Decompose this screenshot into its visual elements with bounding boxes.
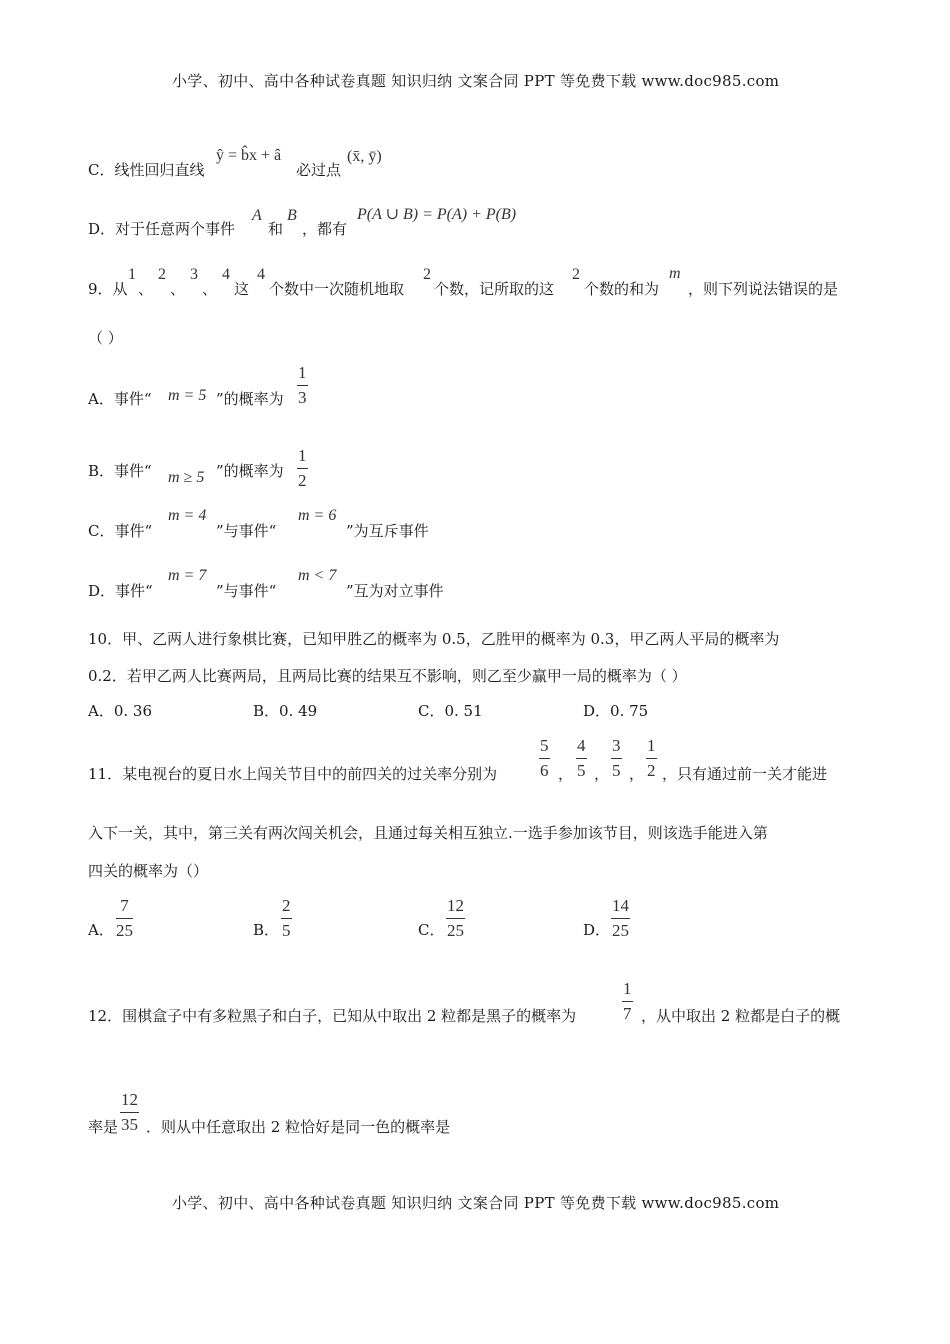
q9-option-c-expr2: m = 6 — [298, 507, 337, 524]
q10-stem-line1: 10．甲、乙两人进行象棋比赛，已知甲胜乙的概率为 0.5，乙胜甲的概率为 0.3，甲乙两人平局的概率为 — [88, 630, 780, 648]
q11-fraction-1 — [539, 736, 550, 781]
q8-union-formula: P(A ∪ B) = P(A) + P(B) — [357, 206, 517, 223]
q9-option-a-fraction — [297, 363, 308, 408]
q9-option-a-tail: ”的概率为 — [216, 390, 284, 408]
q9-option-b-expr: m ≥ 5 — [168, 469, 205, 486]
q11-fraction-4 — [646, 736, 657, 781]
q9-option-c-mid: ”与事件“ — [216, 522, 277, 540]
q9-stem-text: 个数，记所取的这 — [434, 280, 555, 298]
fraction-numerator: 7 — [120, 896, 129, 915]
q8-option-d-and: 和 — [268, 220, 284, 238]
fraction-denominator: 2 — [298, 471, 307, 490]
q9-count-2: 2 — [572, 266, 580, 283]
q9-separator: 、 — [138, 280, 154, 298]
q8-option-c-mid: 必过点 — [296, 161, 342, 179]
page-footer: 小学、初中、高中各种试卷真题 知识归纳 文案合同 PPT 等免费下载 www.doc985.com — [172, 1194, 780, 1212]
q9-number-3: 3 — [190, 266, 198, 283]
q8-event-b: B — [287, 207, 297, 224]
fraction-denominator: 5 — [612, 761, 621, 780]
q9-variable-m: m — [669, 265, 681, 282]
q9-option-b-label: B．事件“ — [88, 462, 152, 480]
q9-option-c-tail: ”为互斥事件 — [346, 522, 429, 540]
q9-separator: 、 — [170, 280, 186, 298]
q9-stem-text: 这 — [234, 280, 250, 298]
q11-comma: ， — [629, 765, 645, 783]
fraction-denominator: 5 — [282, 921, 291, 940]
q11-stem-line2: 入下一关，其中，第三关有两次闯关机会，且通过每关相互独立.一选手参加该节目，则该选手能进入第 — [88, 824, 768, 842]
q9-stem-text: 个数的和为 — [584, 280, 660, 298]
q12-fraction-2 — [120, 1090, 139, 1135]
fraction-denominator: 25 — [612, 921, 629, 940]
fraction-numerator: 1 — [298, 446, 307, 465]
q10-option-c: C．0. 51 — [418, 702, 483, 720]
q8-regression-formula: ŷ = b̂x + â — [216, 147, 282, 164]
page-header: 小学、初中、高中各种试卷真题 知识归纳 文案合同 PPT 等免费下载 www.doc985.com — [172, 72, 780, 90]
q9-option-d-label: D．事件“ — [88, 582, 153, 600]
q9-option-a-label: A．事件“ — [88, 390, 152, 408]
q11-option-b-fraction — [281, 896, 292, 941]
q10-option-d: D．0. 75 — [583, 702, 649, 720]
q8-option-d-label: D．对于任意两个事件 — [88, 220, 236, 238]
q9-number-1: 1 — [128, 266, 136, 283]
q10-stem-line2: 0.2．若甲乙两人比赛两局，且两局比赛的结果互不影响，则乙至少赢甲一局的概率为（ ） — [88, 667, 687, 685]
fraction-numerator: 2 — [282, 896, 291, 915]
q9-stem-start: 9．从 — [88, 280, 128, 298]
q9-option-b-fraction — [297, 446, 308, 491]
q11-fraction-3 — [611, 736, 622, 781]
fraction-numerator: 4 — [577, 736, 586, 755]
q9-count-2: 2 — [423, 266, 431, 283]
q11-fraction-2 — [576, 736, 587, 781]
fraction-numerator: 1 — [298, 363, 307, 382]
q10-option-a: A．0. 36 — [88, 702, 152, 720]
q9-option-d-mid: ”与事件“ — [216, 582, 277, 600]
fraction-denominator: 35 — [121, 1115, 138, 1134]
fraction-numerator: 1 — [647, 736, 656, 755]
fraction-denominator: 3 — [298, 388, 307, 407]
q11-stem-start: 11．某电视台的夏日水上闯关节目中的前四关的过关率分别为 — [88, 765, 498, 783]
q11-option-a-fraction — [116, 896, 133, 941]
q9-stem-text: 个数中一次随机地取 — [269, 280, 405, 298]
q11-option-d-fraction — [611, 896, 630, 941]
q9-separator: 、 — [202, 280, 218, 298]
fraction-denominator: 6 — [540, 761, 549, 780]
q12-stem-line2-start: 率是 — [88, 1118, 119, 1136]
q11-option-c-fraction — [446, 896, 465, 941]
q9-number-2: 2 — [158, 266, 166, 283]
q12-stem-end: ．则从中任意取出 2 粒恰好是同一色的概率是 — [146, 1118, 451, 1136]
q9-option-c-expr1: m = 4 — [168, 507, 207, 524]
fraction-denominator: 7 — [623, 1004, 632, 1023]
fraction-numerator: 1 — [623, 979, 632, 998]
q9-option-d-expr1: m = 7 — [168, 567, 207, 584]
q12-stem-mid: ，从中取出 2 粒都是白子的概 — [641, 1007, 841, 1025]
fraction-numerator: 14 — [612, 896, 629, 915]
fraction-denominator: 25 — [116, 921, 133, 940]
q9-answer-blank: （ ） — [88, 329, 123, 347]
q11-option-b-label: B． — [253, 921, 280, 939]
q9-option-b-tail: ”的概率为 — [216, 462, 284, 480]
q9-count-4: 4 — [257, 266, 265, 283]
q11-comma: ， — [594, 765, 610, 783]
q9-option-d-tail: ”互为对立事件 — [346, 582, 444, 600]
q11-comma: ， — [558, 765, 574, 783]
fraction-denominator: 5 — [577, 761, 586, 780]
fraction-numerator: 5 — [540, 736, 549, 755]
q12-stem-start: 12．围棋盒子中有多粒黑子和白子，已知从中取出 2 粒都是黑子的概率为 — [88, 1007, 577, 1025]
q11-option-a-label: A． — [88, 921, 114, 939]
fraction-numerator: 12 — [447, 896, 464, 915]
fraction-denominator: 25 — [447, 921, 464, 940]
q8-event-a: A — [252, 207, 262, 224]
q8-option-d-comma: ，都有 — [302, 220, 348, 238]
fraction-denominator: 2 — [647, 761, 656, 780]
fraction-numerator: 3 — [612, 736, 621, 755]
fraction-numerator: 12 — [121, 1090, 138, 1109]
q9-option-c-label: C．事件“ — [88, 522, 153, 540]
q8-mean-point: (x̄, ȳ) — [347, 148, 382, 165]
q9-stem-end: ，则下列说法错误的是 — [688, 280, 839, 298]
q11-option-d-label: D． — [583, 921, 611, 939]
q11-stem-line3: 四关的概率为（） — [88, 862, 209, 880]
q9-option-d-expr2: m < 7 — [298, 567, 337, 584]
q8-option-c-label: C．线性回归直线 — [88, 161, 205, 179]
q9-option-a-expr: m = 5 — [168, 387, 207, 404]
q11-stem-end: ，只有通过前一关才能进 — [662, 765, 828, 783]
q9-number-4: 4 — [222, 266, 230, 283]
q10-option-b: B．0. 49 — [253, 702, 318, 720]
q11-option-c-label: C． — [418, 921, 445, 939]
q12-fraction-1 — [622, 979, 633, 1024]
